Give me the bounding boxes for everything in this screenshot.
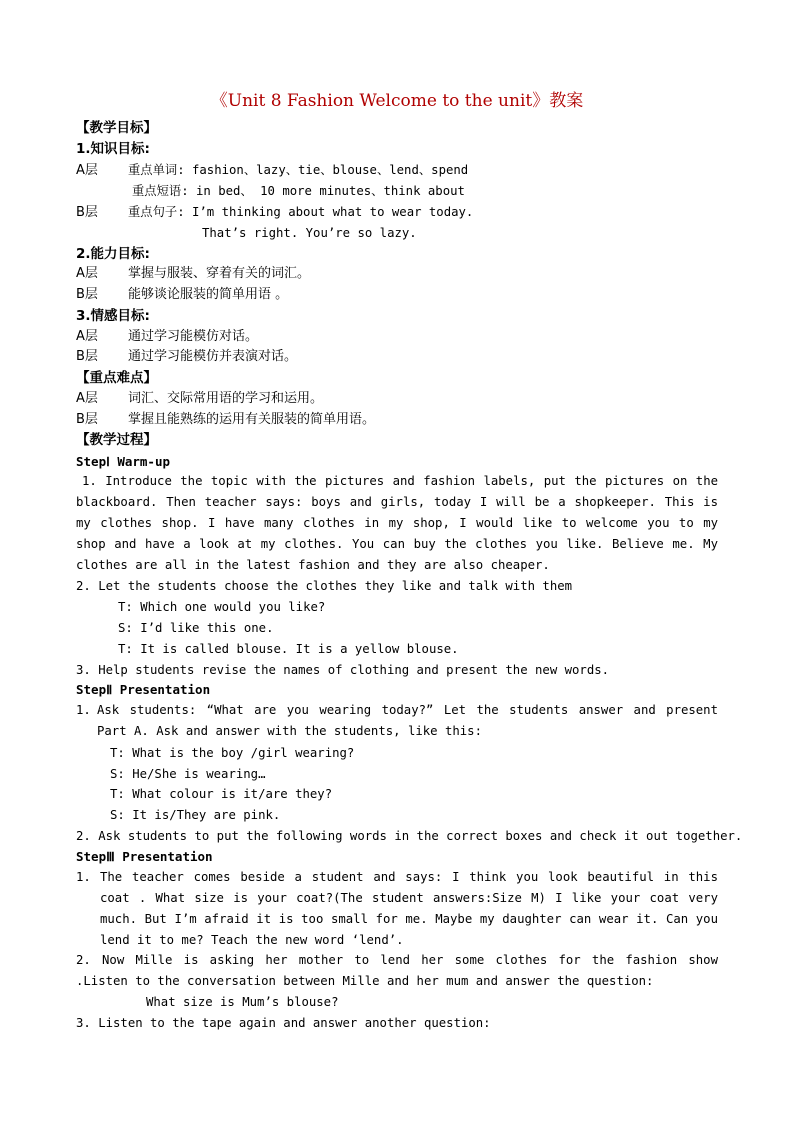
- step3-label: StepⅢ Presentation: [76, 849, 213, 864]
- step2-label: StepⅡ Presentation: [76, 682, 211, 697]
- knowledge-heading: 1.知识目标:: [76, 141, 150, 157]
- dialogue-line: T: What is the boy /girl wearing?: [110, 746, 355, 760]
- emotion-heading: 3.情感目标:: [76, 308, 150, 324]
- item-number: 1.: [82, 474, 97, 488]
- ability-b-text: 能够谈论服装的简单用语 。: [128, 287, 289, 302]
- emotion-b-text: 通过学习能模仿并表演对话。: [128, 349, 298, 364]
- knowledge-b-line2: That’s right. You’re so lazy.: [202, 226, 417, 240]
- step1-item2: 2. Let the students choose the clothes they like and talk with them: [76, 579, 573, 593]
- step1-label: StepⅠ Warm-up: [76, 454, 170, 469]
- keypoints-b-row: [76, 412, 375, 428]
- dialogue-line: T: Which one would you like?: [118, 600, 326, 614]
- step2-item2: 2. Ask students to put the following words in the correct boxes and check it out together.: [76, 829, 743, 843]
- knowledge-a-line1: 重点单词: fashion、lazy、tie、blouse、lend、spend: [128, 163, 469, 177]
- ability-a-row: [76, 266, 310, 282]
- step3-item3: 3. Listen to the tape again and answer another question:: [76, 1016, 491, 1030]
- process-heading: 【教学过程】: [76, 432, 157, 448]
- item-number: 1.: [76, 870, 91, 884]
- level-label: A层: [76, 266, 98, 281]
- step1-item1: [76, 471, 718, 576]
- step3-item2-text: 2. Now Mille is asking her mother to lend her some clothes for the fashion show .Listen to the conversation between Mille and her mum and answer the question:: [76, 953, 718, 988]
- dialogue-line: T: It is called blouse. It is a yellow blouse.: [118, 642, 459, 656]
- page-title: 《Unit 8 Fashion Welcome to the unit》教案: [210, 91, 584, 111]
- knowledge-b-line1: 重点句子: I’m thinking about what to wear today.: [128, 205, 474, 219]
- emotion-b-row: [76, 349, 297, 365]
- step2-item1-text: Ask students: “What are you wearing today?” Let the students answer and present Part A. Ask and answer with the students, like this:: [97, 703, 718, 738]
- item-number: 1.: [76, 703, 91, 717]
- ability-a-text: 掌握与服装、穿着有关的词汇。: [128, 266, 311, 281]
- level-label: A层: [76, 329, 98, 344]
- dialogue-line: S: I’d like this one.: [118, 621, 274, 635]
- ability-b-row: [76, 287, 288, 303]
- emotion-a-text: 通过学习能模仿对话。: [128, 329, 259, 344]
- keypoints-heading: 【重点难点】: [76, 370, 157, 386]
- level-label: B层: [76, 205, 98, 220]
- keypoints-a-text: 词汇、交际常用语的学习和运用。: [128, 391, 324, 406]
- keypoints-a-row: [76, 391, 323, 407]
- step1-item3: 3. Help students revise the names of clothing and present the new words.: [76, 663, 610, 677]
- knowledge-a-row: [76, 162, 468, 179]
- dialogue-line: S: It is/They are pink.: [110, 808, 281, 822]
- objectives-heading: 【教学目标】: [76, 120, 157, 136]
- emotion-a-row: [76, 329, 258, 345]
- knowledge-a-line2: 重点短语: in bed、 10 more minutes、think about: [132, 184, 465, 198]
- level-label: B层: [76, 287, 98, 302]
- level-label: B层: [76, 412, 98, 427]
- ability-heading: 2.能力目标:: [76, 246, 150, 262]
- level-label: A层: [76, 163, 98, 178]
- dialogue-line: T: What colour is it/are they?: [110, 787, 333, 801]
- knowledge-b-row: [76, 204, 473, 221]
- step3-question: What size is Mum’s blouse?: [146, 995, 339, 1009]
- level-label: A层: [76, 391, 98, 406]
- dialogue-line: S: He/She is wearing…: [110, 767, 266, 781]
- step1-item1-text: Introduce the topic with the pictures and fashion labels, put the pictures on the blackboard. Then teacher says: boys and girls, today I will be a shopkeeper. This is my clothes shop. I have many clothes in my shop, I would like to welcome you to my shop and have a look at my clothes. You can buy the clothes you like. Believe me. My clothes are all in the latest fashion and they are also cheaper.: [76, 474, 719, 572]
- step3-item1-text: The teacher comes beside a student and says: I think you look beautiful in this coat . What size is your coat?(The student answers:Size M) I like your coat very much. But I’m afraid it is too small for me. Maybe my daughter can wear it. Can you lend it to me? Teach the new word ‘lend’.: [100, 870, 718, 947]
- keypoints-b-text: 掌握且能熟练的运用有关服装的简单用语。: [128, 412, 376, 427]
- level-label: B层: [76, 349, 98, 364]
